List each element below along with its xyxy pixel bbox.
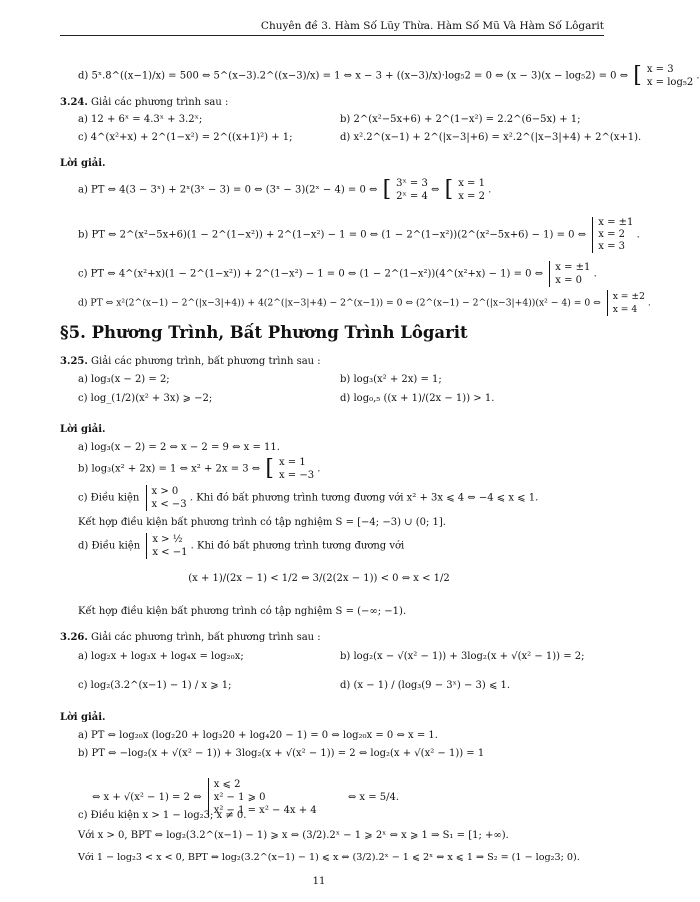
- exercise-3-24-c: c) 4^(x²+x) + 2^(1−x²) = 2^((x+1)²) + 1;: [78, 132, 293, 143]
- eq-text: b) PT ⇔ 2^(x²−5x+6)(1 − 2^(1−x²)) + 2^(1−x²) − 1 = 0 ⇔ (1 − 2^(1−x²))(2^(x²−5x+6) − 1) = 0 ⇔: [78, 229, 587, 241]
- condition-line: x < −3: [151, 499, 187, 510]
- eq-end: .: [647, 297, 651, 309]
- solution-line: x = ±1: [555, 262, 591, 273]
- eq-text: d) PT ⇔ x²(2^(x−1) − 2^(|x−3|+4)) + 4(2^(|x−3|+4) − 2^(x−1)) = 0 ⇔ (2^(x−1) − 2^(|x−3|+4))(x² − 4) = 0 ⇔: [78, 297, 601, 309]
- eq-text: . Khi đó bất phương trình tương đương với x² + 3x ⩽ 4 ⇔ −4 ⩽ x ⩽ 1.: [189, 492, 539, 504]
- eq-text: ⇔ x = 5/4.: [347, 792, 400, 803]
- exercise-3-26-a: a) log₂x + log₃x + log₄x = log₂₀x;: [78, 651, 244, 662]
- exercise-3-25-a: a) log₃(x − 2) = 2;: [78, 374, 170, 385]
- running-header: Chuyên đề 3. Hàm Số Lũy Thừa. Hàm Số Mũ Và Hàm Số Lôgarit: [60, 20, 604, 36]
- exercise-3-25-d: d) log₀,₅ ((x + 1)/(2x − 1)) > 1.: [340, 393, 495, 404]
- solution-heading: Lời giải.: [60, 158, 106, 169]
- condition-system: [146, 485, 187, 511]
- bracket: [: [633, 63, 642, 88]
- solution-3-26-b: b) PT ⇔ −log₂(x + √(x² − 1)) + 3log₂(x + √(x² − 1)) = 2 ⇔ log₂(x + √(x² − 1)) = 1: [78, 748, 485, 759]
- solution-3-24-a: [78, 177, 491, 203]
- solution-system: [647, 63, 693, 89]
- eq-text: b) log₃(x² + 2x) = 1 ⇔ x² + 2x = 3 ⇔: [78, 463, 261, 475]
- bracket: [: [265, 456, 274, 481]
- eq-end: .: [696, 70, 700, 82]
- solution-3-26-a: a) PT ⇔ log₂₀x (log₂20 + log₃20 + log₄20 − 1) = 0 ⇔ log₂₀x = 0 ⇔ x = 1.: [78, 730, 438, 741]
- solution-3-25-d-conclusion: Kết hợp điều kiện bất phương trình có tập nghiệm S = (−∞; −1).: [78, 606, 407, 617]
- exercise-3-24-a: a) 12 + 6ˣ = 4.3ˣ + 3.2ˣ;: [78, 114, 203, 125]
- eq-text: d) Điều kiện: [78, 540, 141, 552]
- eq-text: . Khi đó bất phương trình tương đương với: [190, 540, 405, 552]
- exercise-3-26-d: d) (x − 1) / (log₃(9 − 3ˣ) − 3) ⩽ 1.: [340, 680, 511, 691]
- solution-system: [279, 456, 314, 482]
- solution-system: [549, 261, 590, 287]
- solution-line: x = ±1: [598, 217, 634, 228]
- condition-line: x > ½: [152, 534, 183, 545]
- exercise-3-26-b: b) log₂(x − √(x² − 1)) + 3log₂(x + √(x² − 1)) = 2;: [340, 651, 585, 662]
- solution-3-26-c-case1: Với x > 0, BPT ⇔ log₂(3.2^(x−1) − 1) ⩾ x ⇔ (3/2).2ˣ − 1 ⩾ 2ˣ ⇔ x ⩾ 1 ⇒ S₁ = [1; +∞).: [78, 830, 509, 841]
- exercise-3-25-heading: [60, 356, 321, 368]
- solution-line: x = ±2: [612, 291, 645, 302]
- solution-system: [396, 177, 428, 203]
- eq-end: .: [488, 184, 492, 196]
- solution-3-25-c-conclusion: Kết hợp điều kiện bất phương trình có tập nghiệm S = [−4; −3) ∪ (0; 1].: [78, 517, 446, 528]
- condition-line: x² − 1 ⩾ 0: [213, 792, 266, 803]
- solution-system: [592, 217, 633, 253]
- condition-line: x < −1: [152, 547, 188, 558]
- bracket: [: [382, 177, 392, 202]
- condition-line: x ⩽ 2: [213, 779, 241, 790]
- exercise-3-24-d: d) x².2^(x−1) + 2^(|x−3|+6) = x².2^(|x−3|+4) + 2^(x+1).: [340, 132, 642, 143]
- solution-line: 2ˣ = 4: [396, 191, 428, 202]
- condition-line: x² − 1 = x² − 4x + 4: [213, 805, 317, 816]
- section-title: §5. Phương Trình, Bất Phương Trình Lôgarit: [60, 323, 468, 342]
- eq-text: d) 5ˣ.8^((x−1)/x) = 500 ⇔ 5^(x−3).2^((x−3)/x) = 1 ⇔ x − 3 + ((x−3)/x)·log₅2 = 0 ⇔ (x − 3)(x − log₅2) = 0 ⇔: [78, 70, 629, 82]
- solution-3-26-c: c) Điều kiện x > 1 − log₂3; x ≠ 0.: [78, 810, 247, 821]
- exercise-number: 3.25.: [60, 356, 88, 367]
- solution-line: x = 2: [598, 229, 626, 240]
- exercise-3-25-b: b) log₃(x² + 2x) = 1;: [340, 374, 442, 385]
- solution-3-25-b: [78, 456, 320, 482]
- exercise-3-26-heading: [60, 632, 321, 644]
- solution-line: x = −3: [278, 470, 315, 481]
- eq-text: ⇔ x + √(x² − 1) = 2 ⇔: [92, 792, 202, 803]
- solution-line: 3ˣ = 3: [396, 178, 428, 189]
- eq-3-23-d: [78, 63, 700, 89]
- solution-line: x = 3: [646, 64, 674, 75]
- eq-text: a) PT ⇔ 4(3 − 3ˣ) + 2ˣ(3ˣ − 3) = 0 ⇔ (3ˣ − 3)(2ˣ − 4) = 0 ⇔: [78, 184, 378, 196]
- exercise-prompt: Giải các phương trình, bất phương trình sau :: [91, 632, 321, 643]
- solution-3-25-d-equation: (x + 1)/(2x − 1) < 1/2 ⇔ 3/(2(2x − 1)) < 0 ⇔ x < 1/2: [188, 573, 450, 584]
- solution-heading: Lời giải.: [60, 424, 106, 435]
- solution-3-24-c: [78, 261, 597, 287]
- exercise-3-26-c: c) log₂(3.2^(x−1) − 1) / x ⩾ 1;: [78, 680, 232, 691]
- solution-3-25-c: [78, 485, 538, 511]
- exercise-3-24-heading: [60, 97, 228, 109]
- exercise-3-25-c: c) log_(1/2)(x² + 3x) ⩾ −2;: [78, 393, 213, 404]
- bracket: [: [444, 177, 454, 202]
- equivalence: ⇔: [431, 184, 440, 196]
- solution-line: x = 1: [278, 457, 306, 468]
- solution-system: [607, 290, 645, 316]
- solution-3-24-b: [78, 217, 640, 253]
- solution-system: [458, 177, 485, 203]
- solution-3-26-c-case2: Với 1 − log₂3 < x < 0, BPT ⇔ log₂(3.2^(x−1) − 1) ⩽ x ⇔ (3/2).2ˣ − 1 ⩽ 2ˣ ⇔ x ⩽ 1 ⇒ S₂ = (1 − log₂3; 0).: [78, 852, 580, 863]
- eq-end: .: [593, 268, 597, 280]
- exercise-prompt: Giải các phương trình sau :: [91, 97, 229, 108]
- solution-heading: Lời giải.: [60, 712, 106, 723]
- solution-3-24-d: [78, 290, 651, 316]
- solution-line: x = 4: [612, 304, 638, 315]
- solution-line: x = 3: [598, 241, 626, 252]
- eq-text: c) PT ⇔ 4^(x²+x)(1 − 2^(1−x²)) + 2^(1−x²) − 1 = 0 ⇔ (1 − 2^(1−x²))(4^(x²+x) − 1) = 0 ⇔: [78, 268, 544, 280]
- solution-3-25-a: a) log₃(x − 2) = 2 ⇔ x − 2 = 9 ⇔ x = 11.: [78, 442, 280, 453]
- condition-line: x > 0: [151, 486, 179, 497]
- solution-3-25-d: [78, 533, 404, 559]
- solution-line: x = log₅2: [646, 77, 694, 88]
- solution-line: x = 2: [458, 191, 485, 202]
- page-number: 11: [312, 876, 326, 887]
- solution-line: x = 1: [458, 178, 485, 189]
- exercise-3-24-b: b) 2^(x²−5x+6) + 2^(1−x²) = 2.2^(6−5x) + 1;: [340, 114, 581, 125]
- exercise-number: 3.24.: [60, 97, 88, 108]
- solution-line: x = 0: [555, 275, 583, 286]
- exercise-number: 3.26.: [60, 632, 88, 643]
- condition-system: [146, 533, 187, 559]
- exercise-prompt: Giải các phương trình, bất phương trình sau :: [91, 356, 321, 367]
- eq-end: .: [317, 463, 321, 475]
- eq-end: .: [636, 229, 640, 241]
- eq-text: c) Điều kiện: [78, 492, 140, 504]
